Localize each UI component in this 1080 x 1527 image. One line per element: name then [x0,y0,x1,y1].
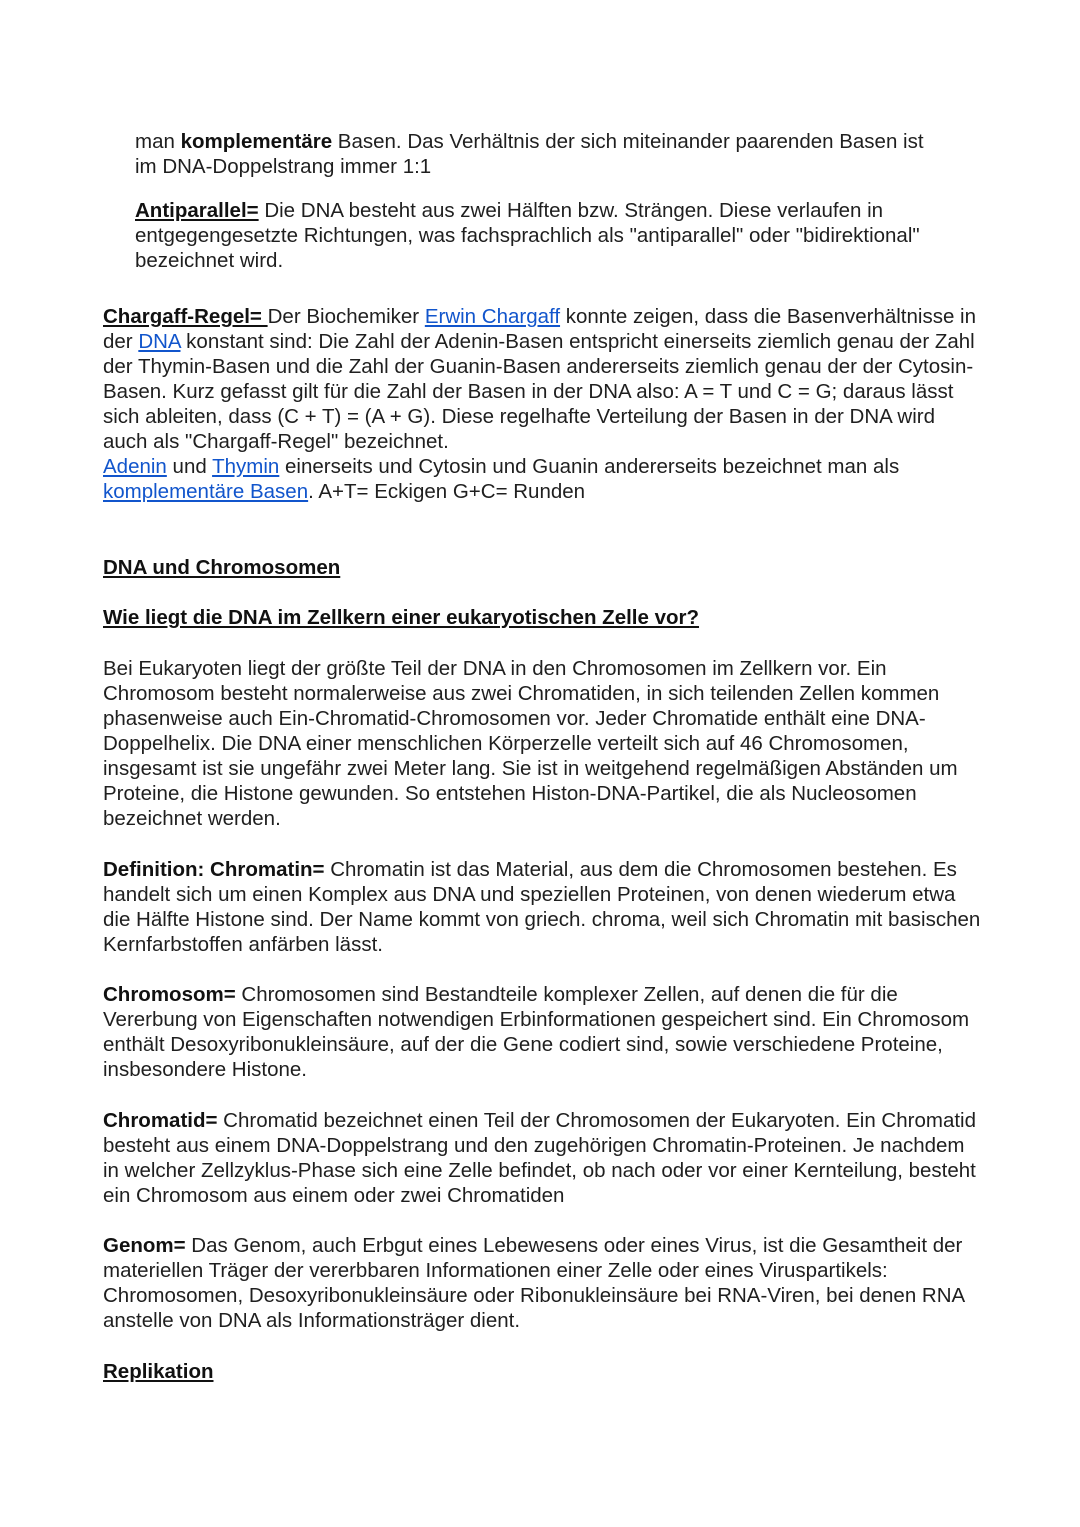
heading-question: Wie liegt die DNA im Zellkern einer eukaryotischen Zelle vor? [103,606,700,629]
heading-replikation: Replikation [103,1360,214,1383]
chromosom-term: Chromosom= [103,983,236,1006]
heading-dna-und-chromosomen: DNA und Chromosomen [103,556,341,579]
chargaff-rule: Chargaff-Regel= Der Biochemiker Erwin Chargaff konnte zeigen, dass die Basenverhältnisse in der DNA konstant sind: Die Zahl der Adenin-Basen entspricht einerseits ziemlich genau der Zahl der Thymin-Basen und die Zahl der Guanin-Basen andererseits ziemlich genau der der Cytosin-Basen. Kurz gefasst gilt für die Zahl der Basen in der DNA also: A = T und C = G; daraus lässt sich ableiten, dass (C + T) = (A + G). Diese regelhafte Verteilung der Basen in der DNA wird auch als "Chargaff-Regel" bezeichnet. Adenin und Thymin einerseits und Cytosin und Guanin andererseits bezeichnet man als komplementäre Basen. A+T= Eckigen G+C= Runden [103,305,977,503]
continuation-line-2: im DNA-Doppelstrang immer 1:1 [135,155,432,178]
genom-term: Genom= [103,1234,186,1257]
erwin-chargaff-link[interactable]: Erwin Chargaff [424,305,561,328]
chromatin-definition: Definition: Chromatin= Chromatin ist das Material, aus dem die Chromosomen bestehen. Es handelt sich um einen Komplex aus DNA und speziellen Proteinen, von denen wiederum etwa die Hälfte Histone sind. Der Name kommt von griech. chroma, weil sich Chromatin mit basischen Kernfarbstoffen anfärben lässt. [103,858,981,956]
chargaff-term: Chargaff-Regel= [103,305,268,328]
antiparallel-text: Die DNA besteht aus zwei Hälften bzw. Strängen. Diese verlaufen in entgegengesetzte Richtungen, was fachsprachlich als "antiparallel" oder "bidirektional" bezeichnet wird. [135,199,920,272]
adenin-link[interactable]: Adenin [103,455,167,478]
antiparallel-definition [135,198,985,273]
chromosom-definition: Chromosom= Chromosomen sind Bestandteile komplexer Zellen, auf denen die für die Vererbung von Eigenschaften notwendigen Erbinformationen gespeichert sind. Ein Chromosom enthält Desoxyribonukleinsäure, auf der die Gene codiert sind, sowie verschiedene Proteine, insbesondere Histone. [103,983,970,1081]
eukaryoten-paragraph: Bei Eukaryoten liegt der größte Teil der DNA in den Chromosomen im Zellkern vor. Ein Chromosom besteht normalerweise aus zwei Chromatiden, in sich teilenden Zellen kommen phasenweise auch Ein-Chromatid-Chromosomen vor. Jeder Chromatide enthält eine DNA-Doppelhelix. Die DNA einer menschlichen Körperzelle verteilt sich auf 46 Chromosomen, insgesamt ist sie ungefähr zwei Meter lang. Sie ist in weitgehend regelmäßigen Abständen um Proteine, die Histone gewunden. So entstehen Histon-DNA-Partikel, die als Nucleosomen bezeichnet werden. [103,657,958,830]
continuation-line-1: man komplementäre Basen. Das Verhältnis der sich miteinander paarenden Basen ist [135,130,924,153]
chromatid-definition: Chromatid= Chromatid bezeichnet einen Teil der Chromosomen der Eukaryoten. Ein Chromatid besteht aus einem DNA-Doppelstrang und den zugehörigen Chromatin-Proteinen. Je nachdem in welcher Zellzyklus-Phase sich eine Zelle befindet, ob nach oder vor einer Kernteilung, besteht ein Chromosom aus einem oder zwei Chromatiden [103,1109,976,1207]
thymin-link[interactable]: Thymin [212,455,280,478]
genom-definition: Genom= Das Genom, auch Erbgut eines Lebewesens oder eines Virus, ist die Gesamtheit der materiellen Träger der vererbbaren Informationen einer Zelle oder eines Viruspartikels: Chromosomen, Desoxyribonukleinsäure oder Ribonukleinsäure bei RNA-Viren, bei denen RNA anstelle von DNA als Informationsträger dient. [103,1234,965,1332]
komplementaere-basen-link[interactable]: komplementäre Basen [103,480,309,503]
antiparallel-term: Antiparallel= [135,199,259,222]
complementary-continuation [135,129,985,179]
bold-term: komplementäre [180,130,333,153]
chromatin-term: Definition: Chromatin= [103,858,325,881]
dna-link[interactable]: DNA [138,330,181,353]
chromatid-term: Chromatid= [103,1109,218,1132]
